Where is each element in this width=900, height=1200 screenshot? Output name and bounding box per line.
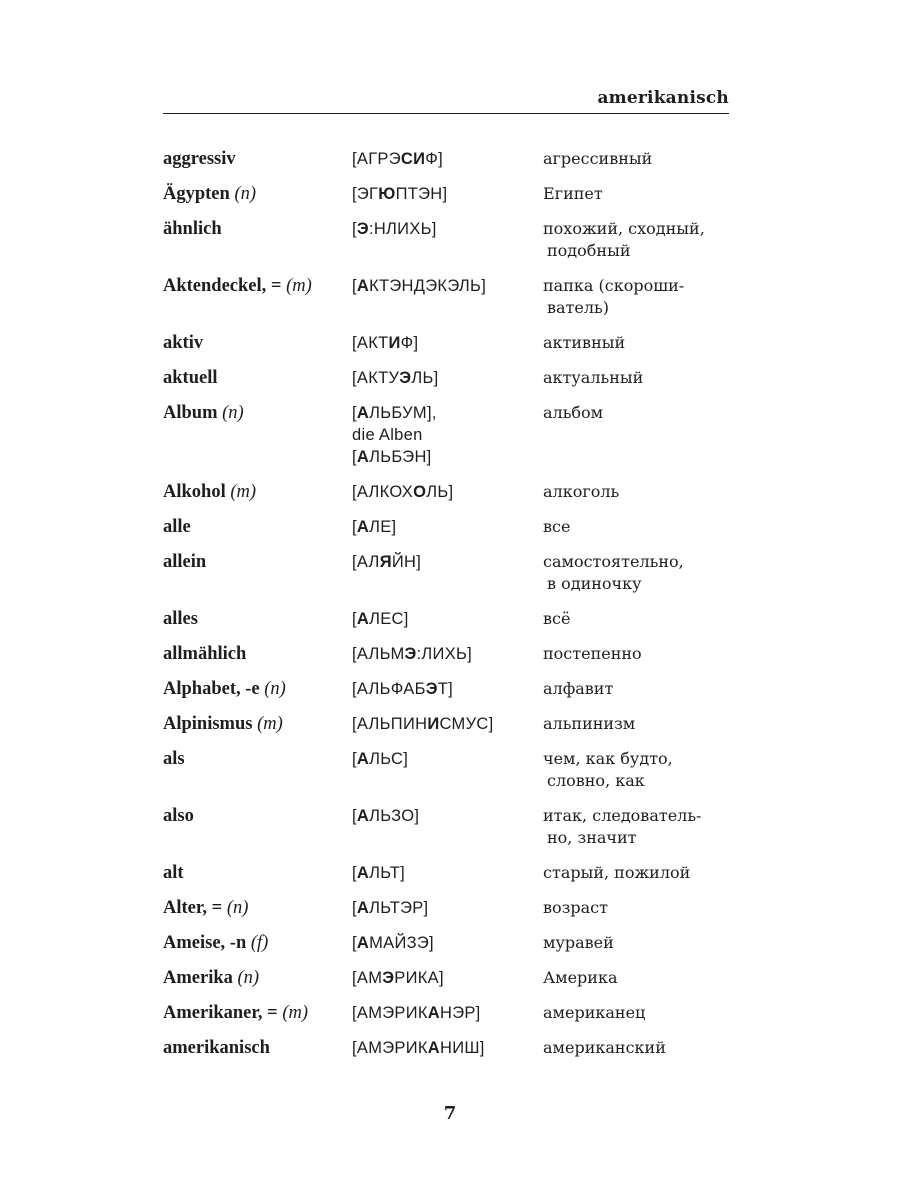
pronunciation-part: МАЙЗЭ]: [369, 934, 434, 952]
headword: [163, 805, 352, 827]
translation-line: итак, следователь-: [543, 806, 702, 825]
headword-text: allein: [163, 552, 207, 572]
stressed-vowel: Ю: [378, 185, 396, 203]
pronunciation-part: die Alben: [352, 426, 423, 444]
pronunciation-part: [АЛЬМ: [352, 645, 405, 663]
translation-line: похожий, сходный,: [543, 219, 705, 238]
translation: [543, 218, 743, 262]
pronunciation-part: [: [352, 277, 357, 295]
dictionary-entry: [163, 148, 743, 183]
headword: [163, 713, 352, 735]
dictionary-entry: [163, 1037, 743, 1072]
dictionary-entry: [163, 967, 743, 1002]
grammar-marker: (n): [226, 898, 249, 918]
grammar-marker: (f): [250, 933, 269, 953]
headword: [163, 402, 352, 424]
translation-line: чем, как будто,: [543, 749, 673, 768]
headword: [163, 367, 352, 389]
pronunciation: [352, 713, 543, 735]
pronunciation-part: Ф]: [400, 334, 419, 352]
translation: [543, 148, 743, 170]
dictionary-entries: [163, 148, 743, 1072]
pronunciation-part: ЙН]: [391, 553, 422, 571]
headword: [163, 1002, 352, 1024]
translation: [543, 1002, 743, 1024]
pronunciation-line: [352, 750, 408, 768]
headword-text: alles: [163, 609, 198, 629]
pronunciation-line: [352, 553, 421, 571]
pronunciation-part: Ф]: [425, 150, 444, 168]
translation-line: старый, пожилой: [543, 863, 691, 882]
dictionary-entry: [163, 1002, 743, 1037]
headword-text: aktuell: [163, 368, 218, 388]
stressed-vowel: И: [388, 334, 401, 352]
stressed-vowel: А: [356, 277, 370, 295]
pronunciation-line: [352, 220, 437, 238]
pronunciation-part: :ЛИХЬ]: [416, 645, 473, 663]
dictionary-entry: [163, 516, 743, 551]
pronunciation: [352, 275, 543, 297]
stressed-vowel: Я: [379, 553, 392, 571]
pronunciation-part: Т]: [437, 680, 454, 698]
translation: [543, 748, 743, 792]
pronunciation: [352, 148, 543, 170]
headword: [163, 608, 352, 630]
stressed-vowel: Э: [356, 220, 369, 238]
headword-text: als: [163, 749, 185, 769]
stressed-vowel: А: [356, 448, 370, 466]
dictionary-entry: [163, 275, 743, 332]
stressed-vowel: А: [356, 807, 370, 825]
headword: [163, 332, 352, 354]
pronunciation-part: [: [352, 404, 357, 422]
pronunciation: [352, 862, 543, 884]
pronunciation: [352, 643, 543, 665]
headword-text: Amerikaner, =: [163, 1003, 278, 1023]
grammar-marker: (n): [264, 679, 286, 699]
stressed-vowel: Э: [382, 969, 395, 987]
headword: [163, 748, 352, 770]
translation-line: в одиночку: [547, 574, 642, 593]
translation-line: активный: [543, 333, 626, 352]
pronunciation-line: [352, 1039, 485, 1057]
grammar-marker: (m): [257, 714, 283, 734]
pronunciation-part: [АЛ: [352, 553, 380, 571]
stressed-vowel: Э: [404, 645, 417, 663]
pronunciation-line: [352, 518, 396, 536]
stressed-vowel: А: [427, 1004, 440, 1022]
translation-line: папка (скороши-: [543, 276, 685, 295]
pronunciation: [352, 967, 543, 989]
translation: [543, 516, 743, 538]
pronunciation-part: ЛЬ]: [411, 369, 439, 387]
stressed-vowel: А: [356, 899, 370, 917]
pronunciation-line: [352, 934, 434, 952]
headword-text: aktiv: [163, 333, 204, 353]
headword-text: alle: [163, 517, 191, 537]
grammar-marker: (m): [230, 482, 257, 502]
pronunciation: [352, 678, 543, 700]
pronunciation: [352, 481, 543, 503]
headword-text: Amerika: [163, 968, 233, 988]
translation-line: агрессивный: [543, 149, 653, 168]
pronunciation: [352, 1037, 543, 1059]
translation-line: словно, как: [547, 771, 645, 790]
dictionary-entry: [163, 481, 743, 516]
pronunciation-part: НЭР]: [440, 1004, 481, 1022]
dictionary-entry: [163, 805, 743, 862]
dictionary-entry: [163, 367, 743, 402]
pronunciation-line: [352, 1004, 481, 1022]
pronunciation-part: [: [352, 610, 357, 628]
pronunciation-part: ПТЭН]: [395, 185, 448, 203]
translation-line: альпинизм: [543, 714, 636, 733]
pronunciation-line: [352, 369, 438, 387]
translation-line: возраст: [543, 898, 608, 917]
headword-text: Ägypten: [163, 184, 230, 204]
pronunciation-line: [352, 969, 444, 987]
pronunciation-part: ЛЬБУМ],: [369, 404, 437, 422]
pronunciation-part: [АМЭРИК: [352, 1039, 428, 1057]
pronunciation-line: [352, 424, 543, 446]
page-number: 7: [443, 1103, 457, 1124]
translation: [543, 1037, 743, 1059]
grammar-marker: (m): [282, 1003, 308, 1023]
header-rule: [163, 113, 729, 114]
pronunciation-part: [АКТ: [352, 334, 389, 352]
pronunciation-part: КТЭНДЭКЭЛЬ]: [369, 277, 487, 295]
pronunciation-line: [352, 807, 419, 825]
headword-text: amerikanisch: [163, 1038, 270, 1058]
headword: [163, 1037, 352, 1059]
pronunciation-part: ЛЕ]: [369, 518, 397, 536]
stressed-vowel: А: [356, 864, 370, 882]
stressed-vowel: А: [356, 610, 370, 628]
pronunciation: [352, 748, 543, 770]
translation-line: алкоголь: [543, 482, 620, 501]
pronunciation-line: [352, 334, 418, 352]
translation-line: ватель): [547, 298, 609, 317]
stressed-vowel: А: [356, 518, 370, 536]
translation-line: американский: [543, 1038, 666, 1057]
pronunciation: [352, 805, 543, 827]
pronunciation-part: [АЛЬПИН: [352, 715, 428, 733]
headword: [163, 897, 352, 919]
pronunciation-part: [: [352, 750, 357, 768]
pronunciation: [352, 551, 543, 573]
dictionary-entry: [163, 897, 743, 932]
pronunciation-part: ЛЬС]: [369, 750, 409, 768]
pronunciation-line: [352, 899, 428, 917]
dictionary-entry: [163, 402, 743, 481]
pronunciation-part: [АКТУ: [352, 369, 400, 387]
headword: [163, 678, 352, 700]
pronunciation-part: :НЛИХЬ]: [368, 220, 437, 238]
stressed-vowel: А: [356, 750, 370, 768]
translation: [543, 643, 743, 665]
translation: [543, 551, 743, 595]
translation: [543, 183, 743, 205]
pronunciation-line: [352, 610, 409, 628]
dictionary-entry: [163, 608, 743, 643]
pronunciation-line: [352, 150, 443, 168]
translation-line: алфавит: [543, 679, 614, 698]
dictionary-entry: [163, 332, 743, 367]
pronunciation-part: [: [352, 220, 357, 238]
translation: [543, 862, 743, 884]
translation: [543, 967, 743, 989]
pronunciation-line: [352, 483, 453, 501]
pronunciation-part: [АЛКОХ: [352, 483, 414, 501]
dictionary-entry: [163, 862, 743, 897]
headword-text: Alkohol: [163, 482, 226, 502]
running-head: amerikanisch: [597, 88, 729, 108]
headword-text: Alter, =: [163, 898, 223, 918]
pronunciation-part: [: [352, 807, 357, 825]
pronunciation: [352, 332, 543, 354]
translation: [543, 932, 743, 954]
pronunciation-line: [352, 715, 493, 733]
pronunciation-part: [АМ: [352, 969, 383, 987]
dictionary-entry: [163, 183, 743, 218]
pronunciation-part: [АЛЬФАБ: [352, 680, 426, 698]
dictionary-entry: [163, 713, 743, 748]
translation-line: всё: [543, 609, 571, 628]
pronunciation-part: ЛЬ]: [426, 483, 454, 501]
headword-text: Ameise, -n: [163, 933, 247, 953]
translation: [543, 608, 743, 630]
pronunciation-line: [352, 185, 447, 203]
pronunciation: [352, 402, 543, 468]
headword-text: Aktendeckel, =: [163, 276, 282, 296]
pronunciation-part: НИШ]: [440, 1039, 485, 1057]
dictionary-entry: [163, 551, 743, 608]
translation: [543, 805, 743, 849]
headword-text: Alpinismus: [163, 714, 253, 734]
headword: [163, 183, 352, 205]
translation-line: но, значит: [547, 828, 637, 847]
pronunciation-part: СМУС]: [439, 715, 494, 733]
translation-line: муравей: [543, 933, 614, 952]
translation-line: актуальный: [543, 368, 644, 387]
pronunciation-part: [: [352, 899, 357, 917]
pronunciation-part: ЛЕС]: [369, 610, 409, 628]
pronunciation-part: [: [352, 864, 357, 882]
grammar-marker: (n): [222, 403, 244, 423]
stressed-vowel: О: [413, 483, 427, 501]
translation: [543, 402, 743, 424]
headword: [163, 932, 352, 954]
pronunciation: [352, 218, 543, 240]
pronunciation-line: [352, 645, 472, 663]
pronunciation-line: [352, 446, 543, 468]
translation-line: постепенно: [543, 644, 642, 663]
translation-line: Америка: [543, 968, 618, 987]
pronunciation-part: РИКА]: [394, 969, 444, 987]
pronunciation-part: [: [352, 518, 357, 536]
dictionary-entry: [163, 748, 743, 805]
translation-line: самостоятельно,: [543, 552, 684, 571]
headword: [163, 148, 352, 170]
translation: [543, 332, 743, 354]
headword-text: allmählich: [163, 644, 247, 664]
headword: [163, 516, 352, 538]
pronunciation-part: [АГРЭ: [352, 150, 401, 168]
headword: [163, 643, 352, 665]
headword-text: Alphabet, -e: [163, 679, 260, 699]
pronunciation: [352, 1002, 543, 1024]
translation: [543, 481, 743, 503]
stressed-vowel: И: [427, 715, 440, 733]
headword-text: alt: [163, 863, 184, 883]
pronunciation-line: [352, 864, 405, 882]
pronunciation: [352, 608, 543, 630]
headword: [163, 481, 352, 503]
headword-text: ähnlich: [163, 219, 222, 239]
translation-line: подобный: [547, 241, 631, 260]
pronunciation-part: ЛЬТ]: [369, 864, 405, 882]
stressed-vowel: Э: [425, 680, 438, 698]
headword-text: aggressiv: [163, 149, 236, 169]
headword: [163, 275, 352, 297]
translation: [543, 678, 743, 700]
headword-text: Album: [163, 403, 218, 423]
headword: [163, 967, 352, 989]
pronunciation-part: [АМЭРИК: [352, 1004, 428, 1022]
translation: [543, 713, 743, 735]
stressed-vowel: Э: [399, 369, 412, 387]
pronunciation: [352, 932, 543, 954]
stressed-vowel: А: [356, 934, 370, 952]
stressed-vowel: СИ: [400, 150, 426, 168]
pronunciation: [352, 183, 543, 205]
pronunciation-line: [352, 277, 486, 295]
dictionary-entry: [163, 932, 743, 967]
pronunciation-part: ЛЬЗО]: [369, 807, 420, 825]
translation: [543, 897, 743, 919]
pronunciation: [352, 897, 543, 919]
headword: [163, 218, 352, 240]
grammar-marker: (m): [286, 276, 312, 296]
pronunciation: [352, 367, 543, 389]
pronunciation: [352, 516, 543, 538]
translation-line: американец: [543, 1003, 646, 1022]
pronunciation-line: [352, 680, 453, 698]
translation: [543, 367, 743, 389]
pronunciation-line: [352, 404, 437, 422]
grammar-marker: (n): [237, 968, 260, 988]
headword: [163, 862, 352, 884]
translation-line: альбом: [543, 403, 604, 422]
translation-line: Египет: [543, 184, 603, 203]
dictionary-entry: [163, 678, 743, 713]
stressed-vowel: А: [356, 404, 370, 422]
stressed-vowel: А: [427, 1039, 440, 1057]
pronunciation-part: ЛЬБЭН]: [369, 448, 432, 466]
translation: [543, 275, 743, 319]
pronunciation-part: [: [352, 448, 357, 466]
dictionary-entry: [163, 218, 743, 275]
dictionary-entry: [163, 643, 743, 678]
headword: [163, 551, 352, 573]
pronunciation-part: ЛЬТЭР]: [369, 899, 429, 917]
grammar-marker: (n): [234, 184, 257, 204]
pronunciation-part: [: [352, 934, 357, 952]
headword-text: also: [163, 806, 194, 826]
pronunciation-part: [ЭГ: [352, 185, 379, 203]
translation-line: все: [543, 517, 571, 536]
